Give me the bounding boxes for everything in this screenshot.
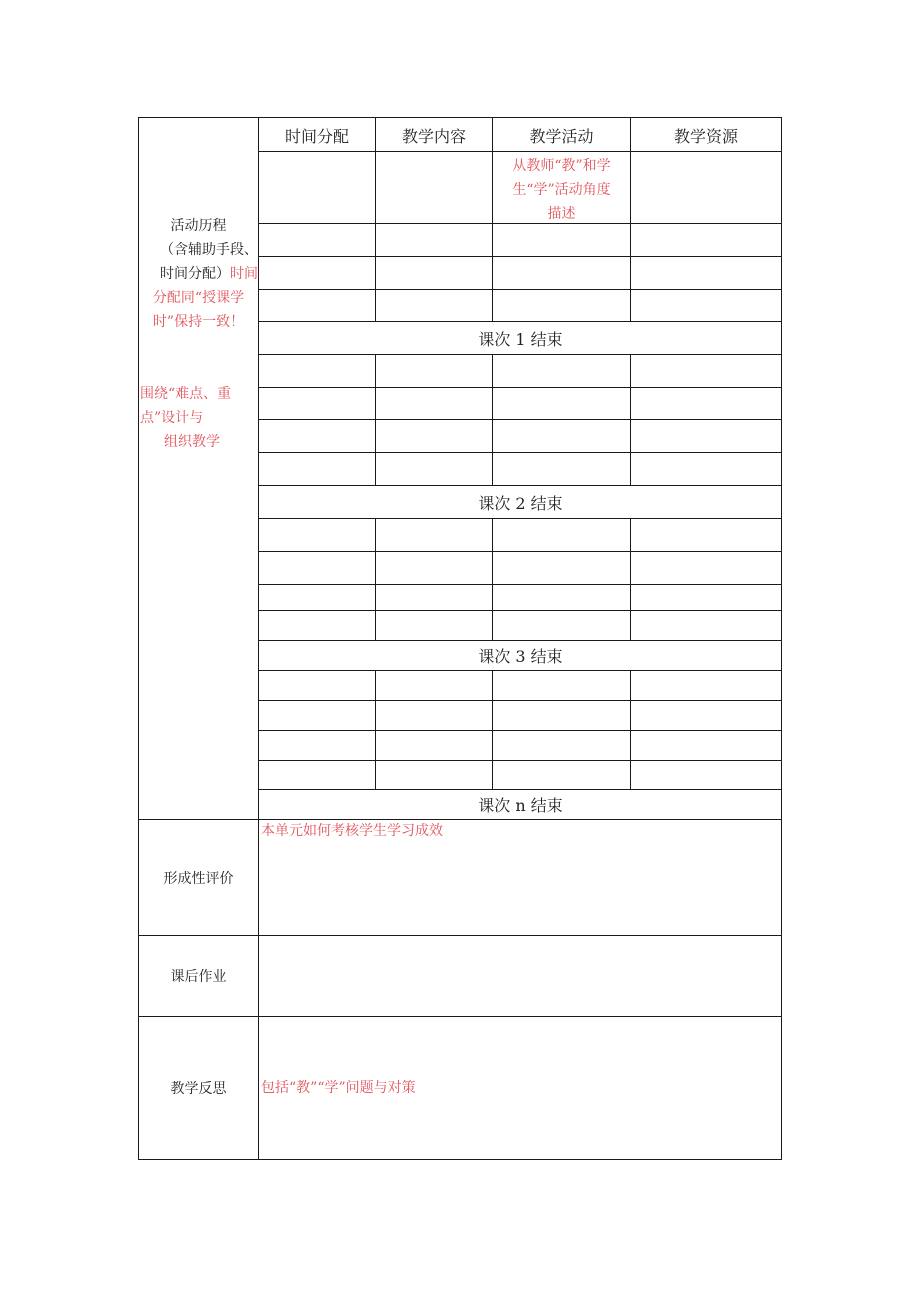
- grid-hline: [258, 256, 782, 257]
- activity-column-note: [493, 154, 630, 226]
- activity-process-label: [139, 214, 258, 334]
- label-note: 时间: [230, 266, 258, 282]
- lesson-n-end: 课次 n 结束: [478, 796, 563, 815]
- header-teaching-resources: 教学资源: [673, 126, 738, 146]
- grid-hline: [258, 730, 782, 731]
- label-note: 分配同“授课学: [152, 290, 245, 306]
- label-note: 时”保持一致！: [152, 314, 245, 330]
- note-line: 组织教学: [164, 434, 220, 450]
- grid-vline: [630, 518, 631, 641]
- grid-vline: [492, 670, 493, 790]
- grid-vline: [375, 354, 376, 486]
- grid-hline: [258, 670, 782, 671]
- grid-vline: [630, 354, 631, 486]
- note-line: 点”设计与: [140, 410, 204, 426]
- teaching-reflection-label: 教学反思: [170, 1081, 227, 1097]
- header-time-allocation: 时间分配: [284, 126, 349, 146]
- grid-hline: [258, 551, 782, 552]
- label-line: （含辅助手段、: [160, 242, 258, 258]
- grid-hline: [258, 419, 782, 420]
- lesson-3-end: 课次 3 结束: [478, 647, 563, 666]
- activity-note-line: 从教师“教”和学: [512, 158, 611, 174]
- header-teaching-content: 教学内容: [401, 126, 466, 146]
- grid-hline: [258, 610, 782, 611]
- homework-label: 课后作业: [170, 969, 227, 985]
- activity-note-line: 描述: [547, 206, 576, 222]
- header-teaching-activity: 教学活动: [529, 126, 594, 146]
- grid-hline: [258, 387, 782, 388]
- teaching-reflection-note: 包括“教”“学”问题与对策: [261, 1080, 416, 1096]
- grid-hline: [258, 289, 782, 290]
- lesson-1-end: 课次 1 结束: [478, 329, 563, 349]
- grid-hline: [258, 700, 782, 701]
- grid-vline: [375, 518, 376, 641]
- grid-hline: [258, 518, 782, 519]
- grid-hline: [258, 452, 782, 453]
- label-line: 活动历程: [170, 218, 227, 234]
- label-text: 时间分配）: [160, 266, 230, 282]
- note-line: 围绕“难点、重: [140, 386, 232, 402]
- grid-vline: [375, 670, 376, 790]
- grid-hline: [258, 354, 782, 355]
- label-line: [139, 262, 258, 286]
- label-column-divider: [258, 117, 259, 1160]
- formative-evaluation-label: 形成性评价: [163, 870, 234, 887]
- grid-vline: [492, 518, 493, 641]
- lesson-2-end: 课次 2 结束: [478, 493, 563, 513]
- grid-vline: [492, 354, 493, 486]
- key-points-note: [140, 382, 258, 454]
- grid-hline: [258, 584, 782, 585]
- grid-vline: [630, 670, 631, 790]
- formative-evaluation-note: 本单元如何考核学生学习成效: [261, 823, 443, 839]
- table-border-right: [781, 117, 782, 1160]
- grid-hline: [258, 760, 782, 761]
- activity-note-line: 生“学”活动角度: [512, 182, 611, 198]
- table-border-bottom: [138, 1159, 782, 1160]
